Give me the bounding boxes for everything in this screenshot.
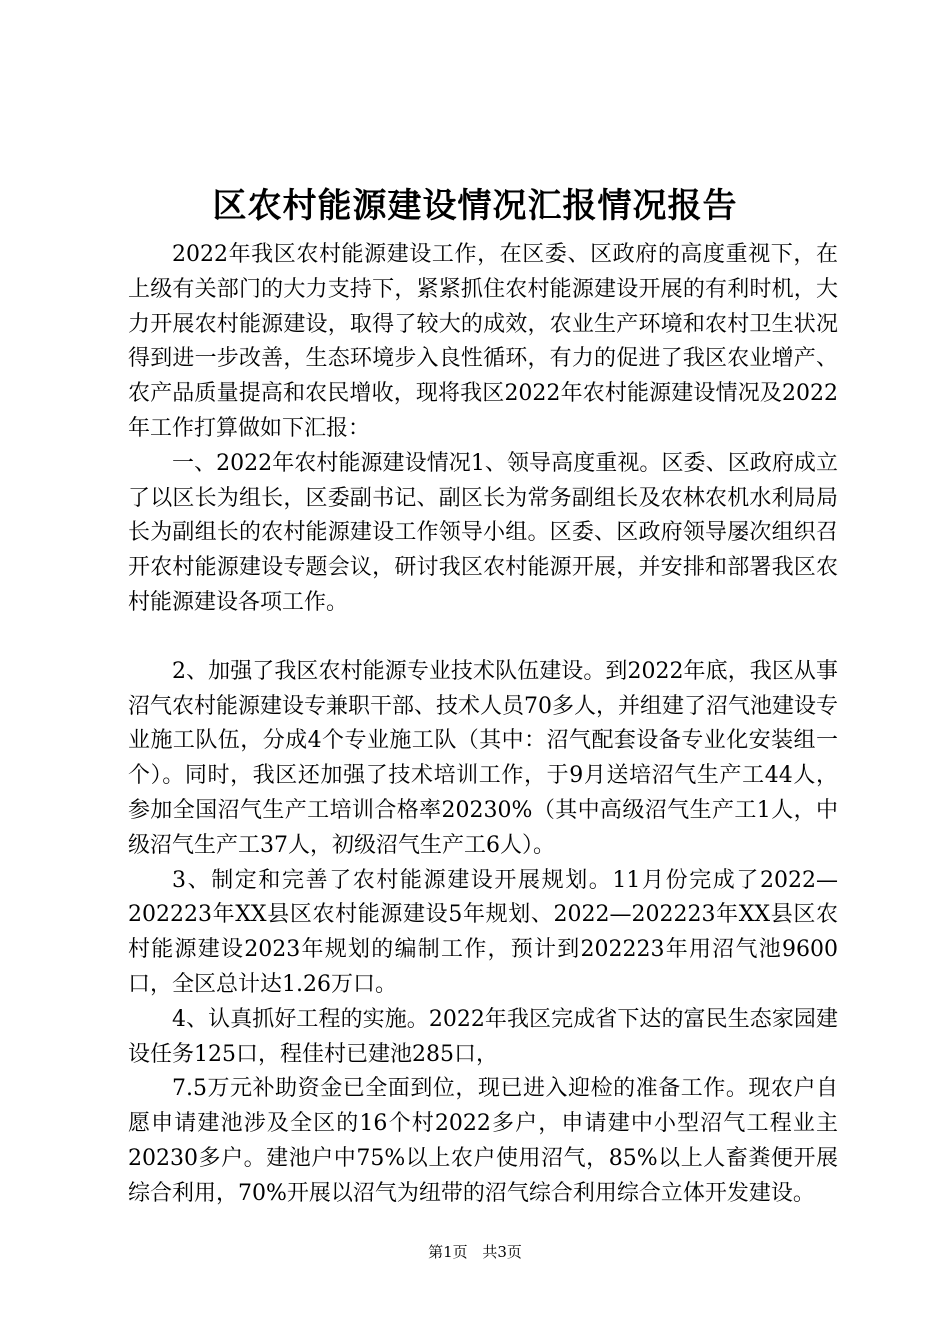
page-total: 共3页 — [482, 1243, 522, 1261]
page-number: 第1页 — [428, 1243, 468, 1261]
paragraph-section-4-continued: 7.5万元补助资金已全面到位，现已进入迎检的准备工作。现农户自愿申请建池涉及全区的16个村2022多户，申请建中小型沼气工程业主20230多户。建池户中75%以上农户使用沼气，85%以上人畜粪便开展综合利用，70%开展以沼气为纽带的沼气综合利用综合立体开发建设。 — [128, 1076, 838, 1206]
paragraph-intro: 2022年我区农村能源建设工作，在区委、区政府的高度重视下，在上级有关部门的大力支持下，紧紧抓住农村能源建设开展的有利时机，大力开展农村能源建设，取得了较大的成效，农业生产环境和农村卫生状况得到进一步改善，生态环境步入良性循环，有力的促进了我区农业增产、农产品质量提高和农民增收，现将我区2022年农村能源建设情况及2022年工作打算做如下汇报： — [128, 242, 838, 441]
page-footer — [0, 1240, 950, 1264]
paragraph-section-1: 一、2022年农村能源建设情况1、领导高度重视。区委、区政府成立了以区长为组长，区委副书记、副区长为常务副组长及农林农机水利局局长为副组长的农村能源建设工作领导小组。区委、区政府领导屡次组织召开农村能源建设专题会议，研讨我区农村能源开展，并安排和部署我区农村能源建设各项工作。 — [128, 450, 838, 615]
document-body — [128, 238, 838, 1212]
paragraph-section-2: 2、加强了我区农村能源专业技术队伍建设。到2022年底，我区从事沼气农村能源建设专兼职干部、技术人员70多人，并组建了沼气池建设专业施工队伍，分成4个专业施工队（其中：沼气配套设备专业化安装组一个）。同时，我区还加强了技术培训工作，于9月送培沼气生产工44人，参加全国沼气生产工培训合格率20230%（其中高级沼气生产工1人，中级沼气生产工37人，初级沼气生产工6人）。 — [128, 658, 838, 858]
paragraph-section-4: 4、认真抓好工程的实施。2022年我区完成省下达的富民生态家园建设任务125口，程佳村已建池285口， — [128, 1006, 838, 1067]
paragraph-section-3: 3、制定和完善了农村能源建设开展规划。11月份完成了2022—202223年XX县区农村能源建设5年规划、2022—202223年XX县区农村能源建设2023年规划的编制工作，预计到202223年用沼气池9600口，全区总计达1.26万口。 — [128, 867, 838, 997]
document-title: 区农村能源建设情况汇报情况报告 — [212, 186, 738, 226]
